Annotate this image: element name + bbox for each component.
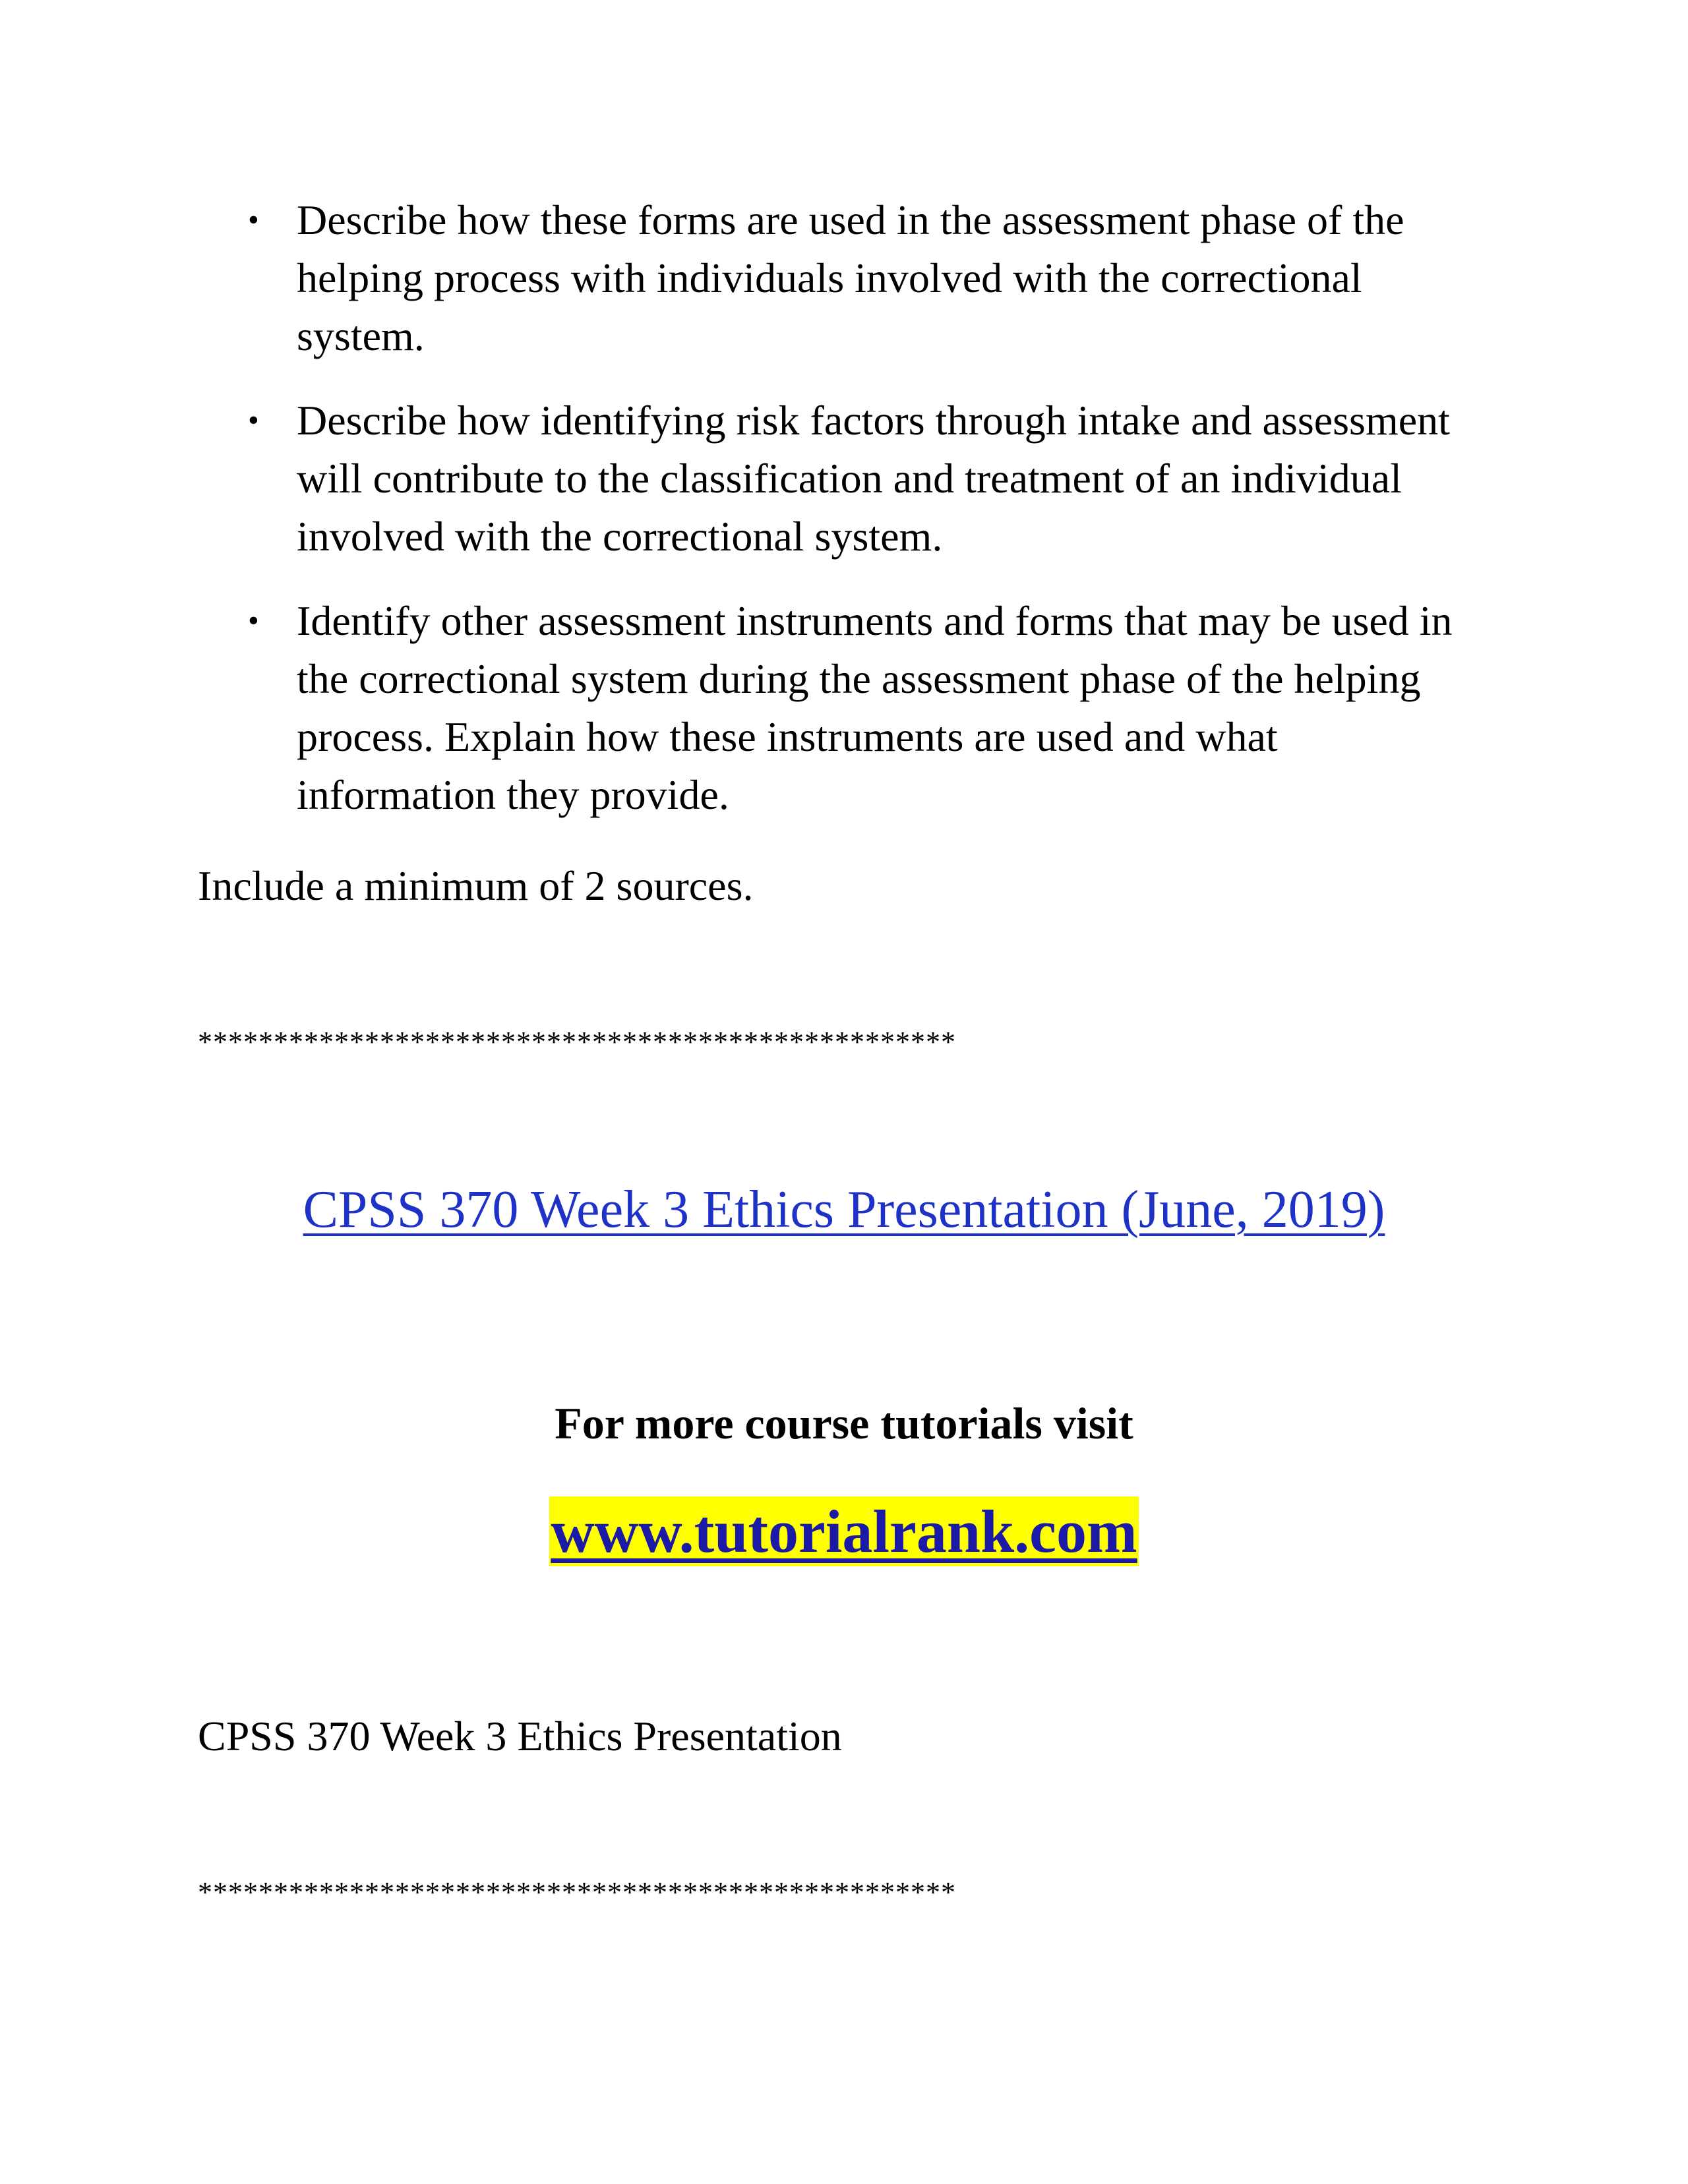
bullet-icon: • [248, 202, 259, 237]
course-link-row [0, 1180, 1688, 1240]
course-link[interactable]: CPSS 370 Week 3 Ethics Presentation (June, 2019) [303, 1181, 1385, 1239]
bullet-icon: • [248, 403, 259, 438]
list-item-text: Describe how identifying risk factors through intake and assessment will contribute to the classification and treatment of an individual involved with the correctional system. [297, 397, 1450, 560]
separator-bottom: ************************************************** [198, 1876, 956, 1908]
requirements-list [248, 191, 1484, 850]
list-item [248, 592, 1484, 824]
bullet-icon: • [248, 603, 259, 638]
site-url-link[interactable]: www.tutorialrank.com [551, 1498, 1137, 1565]
visit-text: For more course tutorials visit [555, 1398, 1133, 1448]
separator-top: ************************************************** [198, 1026, 956, 1058]
list-item-text: Describe how these forms are used in the assessment phase of the helping process with individuals involved with the correctional system. [297, 196, 1404, 359]
list-item [248, 191, 1484, 365]
list-item [248, 392, 1484, 566]
course-name: CPSS 370 Week 3 Ethics Presentation [198, 1713, 842, 1759]
url-highlight [549, 1496, 1138, 1566]
list-item-text: Identify other assessment instruments and forms that may be used in the correctional system during the assessment phase of the helping process. Explain how these instruments are used and what information they provide. [297, 597, 1453, 818]
sources-note: Include a minimum of 2 sources. [198, 862, 754, 909]
site-url-row [0, 1496, 1688, 1566]
